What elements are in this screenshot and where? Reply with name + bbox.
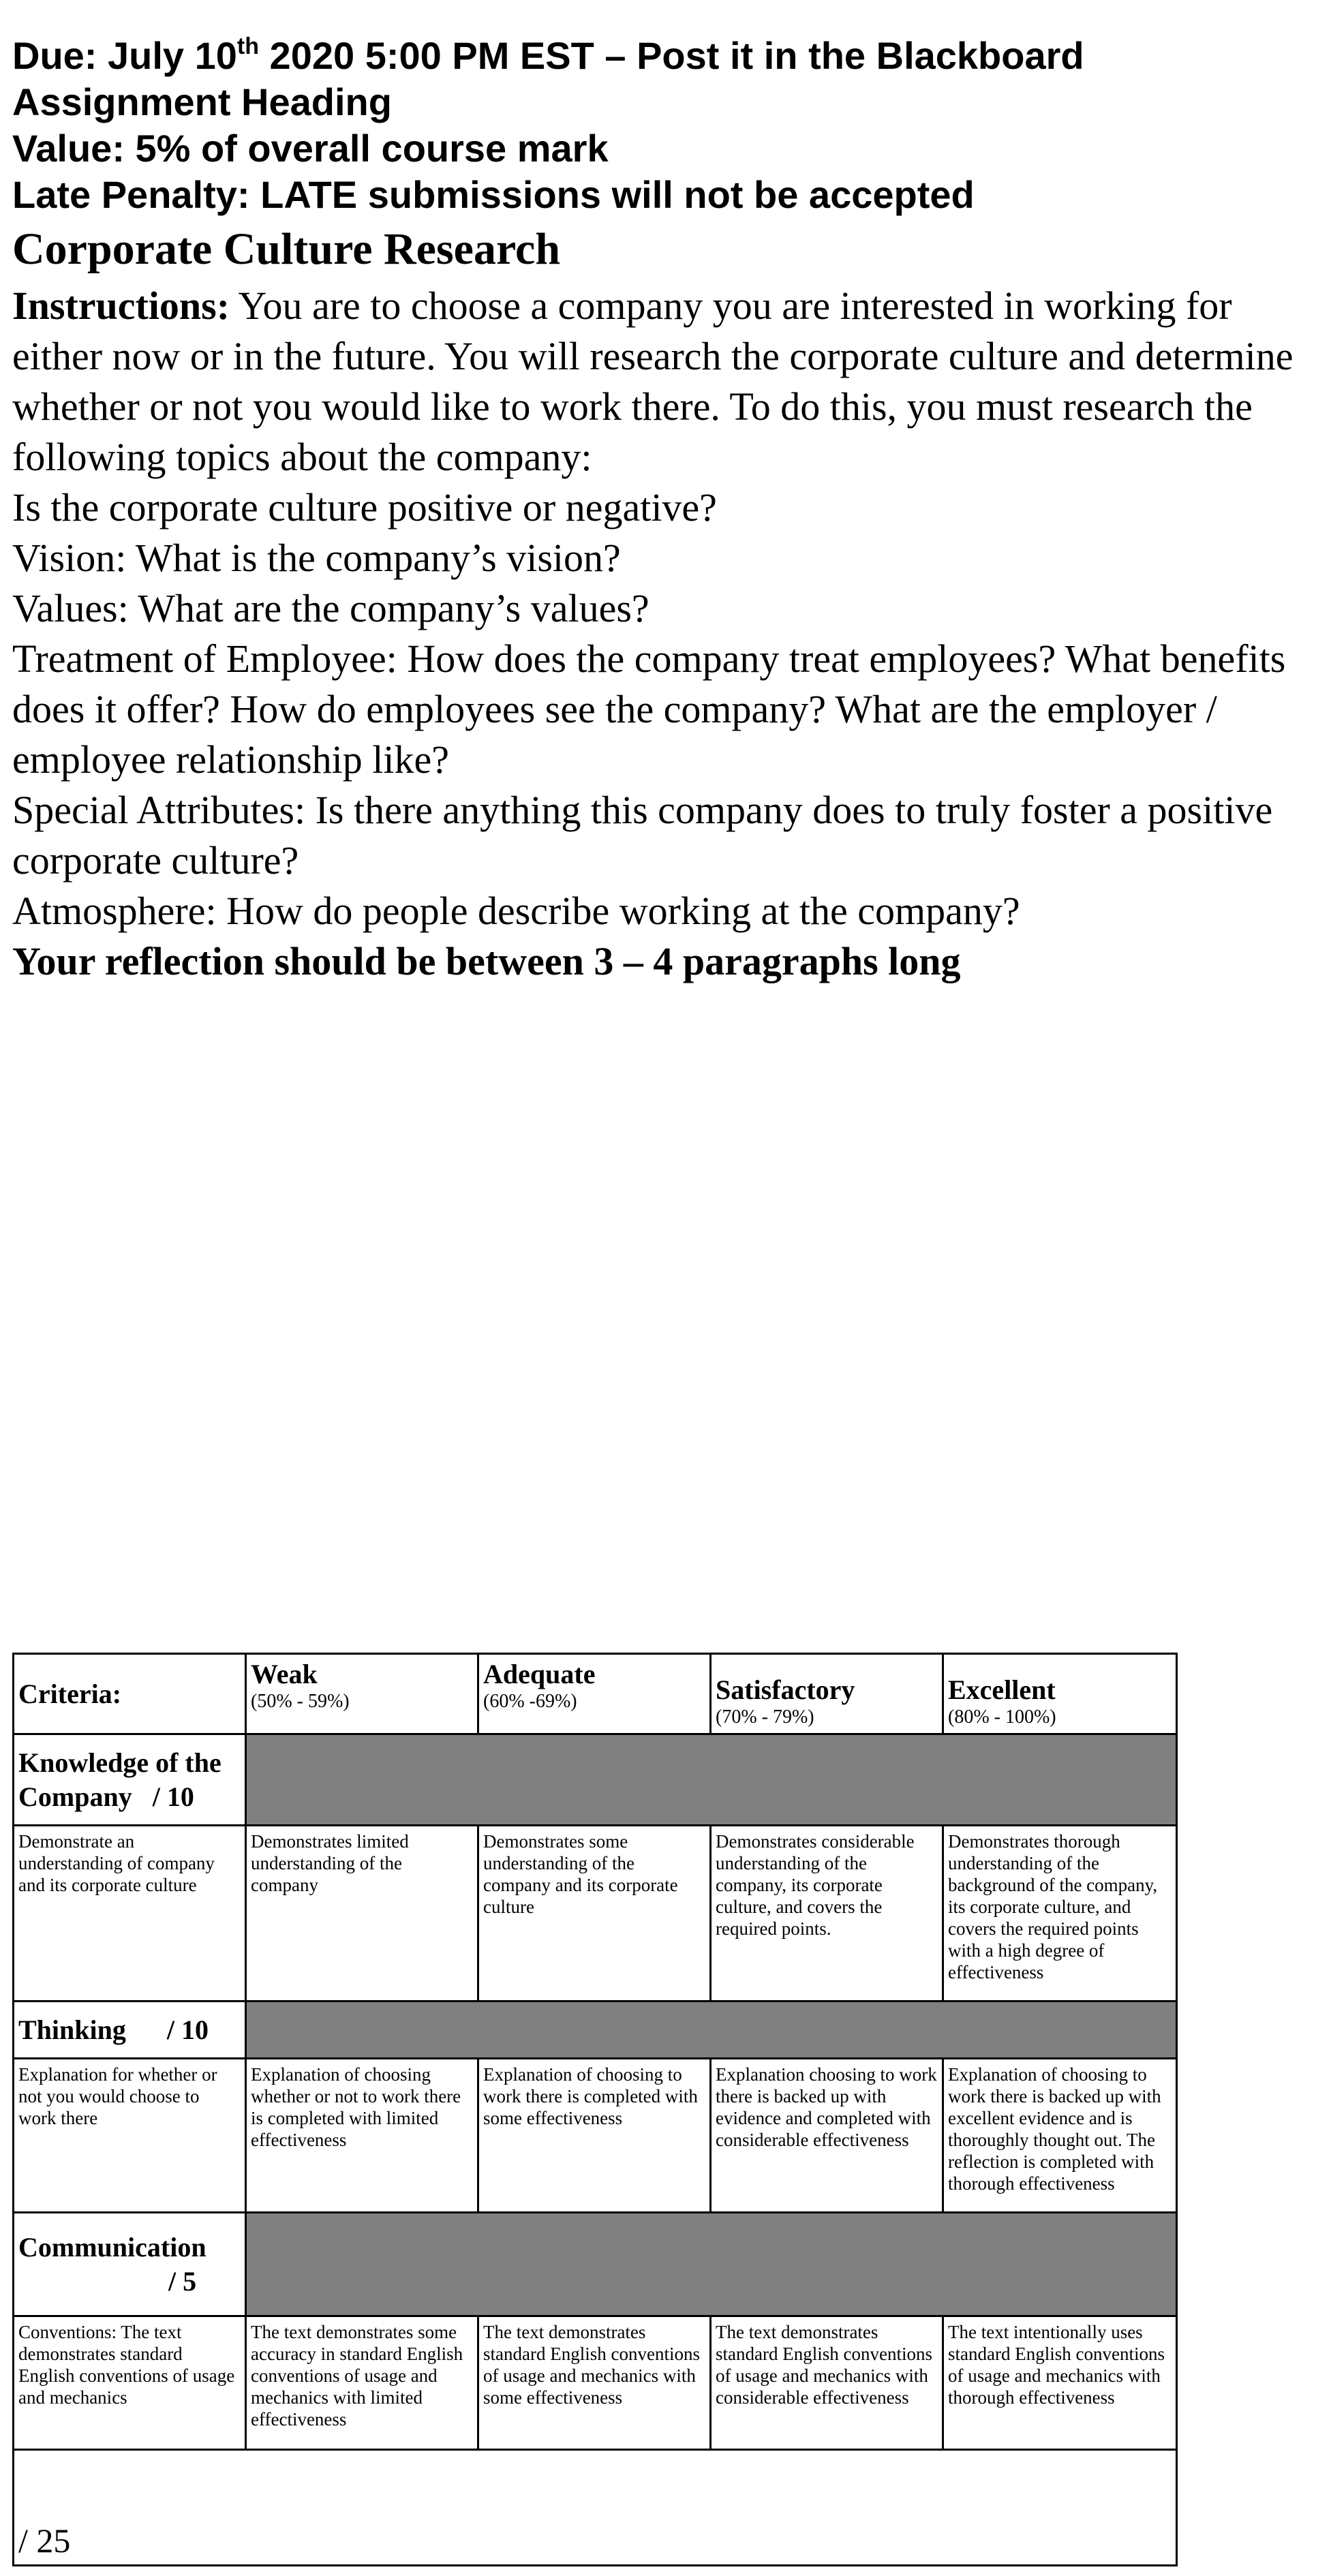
descriptor-row — [14, 1826, 1177, 2002]
topic-item: Atmosphere: How do people describe working at the company? — [12, 889, 1020, 933]
section-band — [246, 2213, 1177, 2316]
section-band — [246, 1734, 1177, 1826]
length-requirement: Your reflection should be between 3 – 4 paragraphs long — [12, 939, 961, 983]
descriptor: Explanation of choosing to work there is backed up with excellent evidence and is thoroughly thought out. The reflection is completed with thorough effectiveness — [943, 2059, 1177, 2213]
document-title: Corporate Culture Research — [12, 224, 561, 274]
descriptor-row — [14, 2316, 1177, 2450]
topic-item: Vision: What is the company’s vision? — [12, 536, 621, 580]
descriptor: The text demonstrates standard English conventions of usage and mechanics with some effectiveness — [478, 2316, 711, 2450]
descriptor: Explanation of choosing to work there is completed with some effectiveness — [478, 2059, 711, 2213]
descriptor: Demonstrates considerable understanding of the company, its corporate culture, and covers the required points. — [711, 1826, 943, 2002]
criterion-text: Demonstrate an understanding of company and its corporate culture — [14, 1826, 246, 2002]
descriptor: The text intentionally uses standard English conventions of usage and mechanics with thorough effectiveness — [943, 2316, 1177, 2450]
descriptor: Demonstrates thorough understanding of the background of the company, its corporate culture, and covers the required points with a high degree of effectiveness — [943, 1826, 1177, 2002]
criterion-text: Explanation for whether or not you would choose to work there — [14, 2059, 246, 2213]
instructions — [12, 281, 1324, 987]
topic-item: Treatment of Employee: How does the company treat employees? What benefits does it offer? How do employees see the company? What are the employer / employee relationship like? — [12, 637, 1286, 782]
topic-item: Values: What are the company’s values? — [12, 586, 649, 630]
assignment-heading: Assignment Heading — [12, 80, 392, 123]
descriptor: The text demonstrates some accuracy in standard English conventions of usage and mechanics with limited effectiveness — [246, 2316, 478, 2450]
criteria-header: Criteria: — [14, 1654, 246, 1734]
level-weak: Weak (50% - 59%) — [246, 1654, 478, 1734]
total-score: / 25 — [14, 2450, 1177, 2566]
descriptor: Explanation of choosing whether or not to work there is completed with limited effectiveness — [246, 2059, 478, 2213]
due-date: Due: July 10th 2020 5:00 PM EST – Post it in the Blackboard — [12, 33, 1084, 77]
rubric-table — [12, 1653, 1178, 2566]
descriptor: The text demonstrates standard English conventions of usage and mechanics with considerable effectiveness — [711, 2316, 943, 2450]
section-title: Thinking / 10 — [14, 2002, 246, 2059]
section-thinking — [14, 2002, 1177, 2059]
criterion-text: Conventions: The text demonstrates standard English conventions of usage and mechanics — [14, 2316, 246, 2450]
descriptor: Demonstrates some understanding of the company and its corporate culture — [478, 1826, 711, 2002]
level-excellent: Excellent (80% - 100%) — [943, 1654, 1177, 1734]
section-title: Communication / 5 — [14, 2213, 246, 2316]
section-title: Knowledge of the Company / 10 — [14, 1734, 246, 1826]
topic-item: Is the corporate culture positive or negative? — [12, 485, 717, 530]
late-penalty: Late Penalty: LATE submissions will not be accepted — [12, 173, 975, 216]
topic-item: Special Attributes: Is there anything this company does to truly foster a positive corporate culture? — [12, 788, 1273, 883]
level-adequate: Adequate (60% -69%) — [478, 1654, 711, 1734]
total-row — [14, 2450, 1177, 2566]
value-line: Value: 5% of overall course mark — [12, 127, 609, 170]
assignment-header — [12, 33, 1307, 218]
rubric-header-row — [14, 1654, 1177, 1734]
instructions-intro: Instructions: You are to choose a company you are interested in working for either now or in the future. You will research the corporate culture and determine whether or not you would like to work there. To do this, you must research the following topics about the company: — [12, 283, 1294, 479]
section-band — [246, 2002, 1177, 2059]
level-satisfactory: Satisfactory (70% - 79%) — [711, 1654, 943, 1734]
descriptor: Demonstrates limited understanding of the company — [246, 1826, 478, 2002]
section-communication — [14, 2213, 1177, 2316]
descriptor: Explanation choosing to work there is backed up with evidence and completed with considerable effectiveness — [711, 2059, 943, 2213]
section-knowledge — [14, 1734, 1177, 1826]
descriptor-row — [14, 2059, 1177, 2213]
